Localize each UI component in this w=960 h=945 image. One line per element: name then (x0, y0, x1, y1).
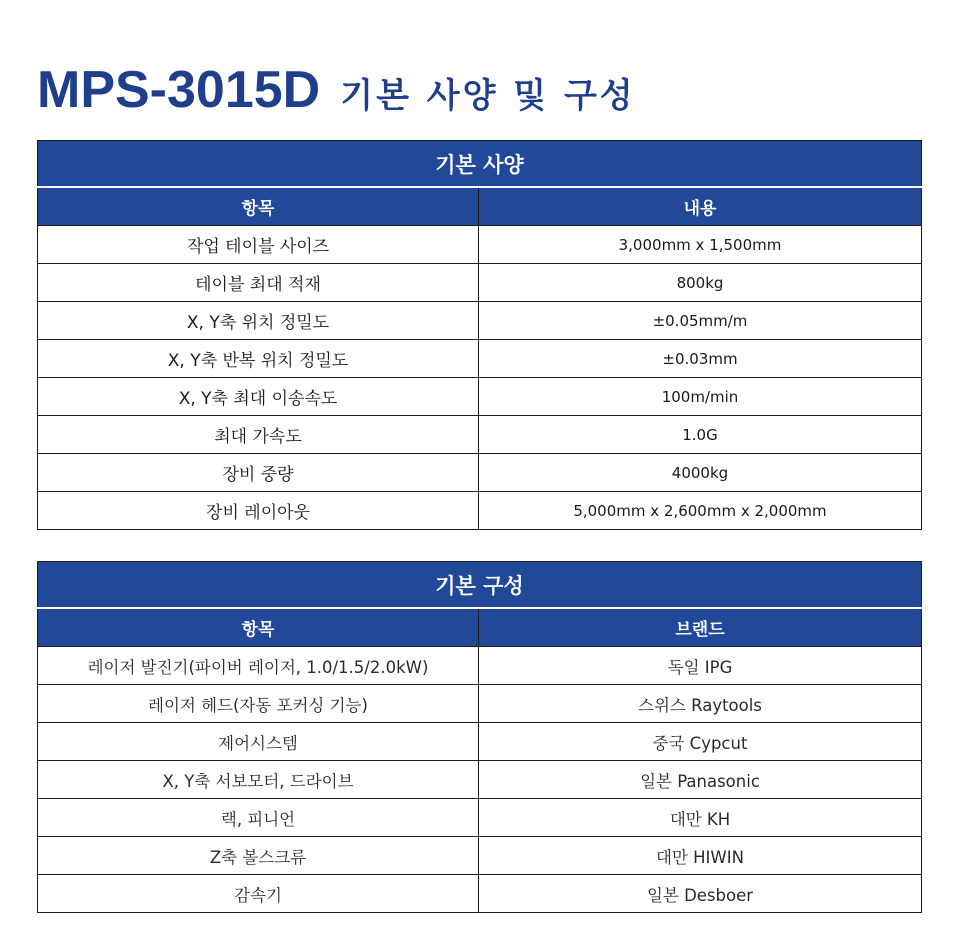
row-brand: 일본 Panasonic (479, 761, 922, 799)
table-row (38, 723, 922, 761)
row-item-label: 감속기 (38, 875, 479, 913)
table-section-title: 기본 구성 (38, 562, 922, 609)
row-item-label: 제어시스템 (38, 723, 479, 761)
row-brand: 중국 Cypcut (479, 723, 922, 761)
row-item-label: 최대 가속도 (38, 416, 479, 454)
table-row (38, 378, 922, 416)
table-row (38, 492, 922, 530)
column-header-item: 항목 (38, 608, 479, 647)
table-section-row (38, 141, 922, 188)
row-item-label: 레이저 헤드(자동 포커싱 기능) (38, 685, 479, 723)
table-row (38, 761, 922, 799)
page-title-subject: 기본 사양 및 구성 (340, 76, 636, 116)
column-header-brand: 브랜드 (479, 608, 922, 647)
row-item-label: 작업 테이블 사이즈 (38, 226, 479, 264)
row-brand: 일본 Desboer (479, 875, 922, 913)
basic-spec-table (37, 140, 922, 530)
table-row (38, 799, 922, 837)
table-row (38, 454, 922, 492)
table-row (38, 875, 922, 913)
table-row (38, 647, 922, 685)
row-value: 5,000mm x 2,600mm x 2,000mm (479, 492, 922, 530)
table-row (38, 837, 922, 875)
table-header-row (38, 608, 922, 647)
row-value: ±0.03mm (479, 340, 922, 378)
row-brand: 독일 IPG (479, 647, 922, 685)
row-item-label: X, Y축 위치 정밀도 (38, 302, 479, 340)
column-header-item: 항목 (38, 187, 479, 226)
page-title (37, 60, 636, 130)
row-item-label: X, Y축 반복 위치 정밀도 (38, 340, 479, 378)
row-item-label: 테이블 최대 적재 (38, 264, 479, 302)
table-section-row (38, 562, 922, 609)
table-row (38, 302, 922, 340)
row-value: 1.0G (479, 416, 922, 454)
row-brand: 대만 HIWIN (479, 837, 922, 875)
row-item-label: X, Y축 서보모터, 드라이브 (38, 761, 479, 799)
row-item-label: 장비 레이아웃 (38, 492, 479, 530)
row-value: 100m/min (479, 378, 922, 416)
table-row (38, 340, 922, 378)
row-brand: 스위스 Raytools (479, 685, 922, 723)
row-item-label: Z축 볼스크류 (38, 837, 479, 875)
table-section-title: 기본 사양 (38, 141, 922, 188)
row-value: 4000kg (479, 454, 922, 492)
row-brand: 대만 KH (479, 799, 922, 837)
row-item-label: X, Y축 최대 이송속도 (38, 378, 479, 416)
basic-config-table (37, 561, 922, 913)
column-header-content: 내용 (479, 187, 922, 226)
page-title-model: MPS-3015D (37, 61, 321, 119)
row-value: 3,000mm x 1,500mm (479, 226, 922, 264)
row-item-label: 장비 중량 (38, 454, 479, 492)
row-value: ±0.05mm/m (479, 302, 922, 340)
table-header-row (38, 187, 922, 226)
table-row (38, 264, 922, 302)
table-row (38, 226, 922, 264)
table-row (38, 416, 922, 454)
row-value: 800kg (479, 264, 922, 302)
row-item-label: 레이저 발진기(파이버 레이저, 1.0/1.5/2.0kW) (38, 647, 479, 685)
table-row (38, 685, 922, 723)
row-item-label: 랙, 피니언 (38, 799, 479, 837)
